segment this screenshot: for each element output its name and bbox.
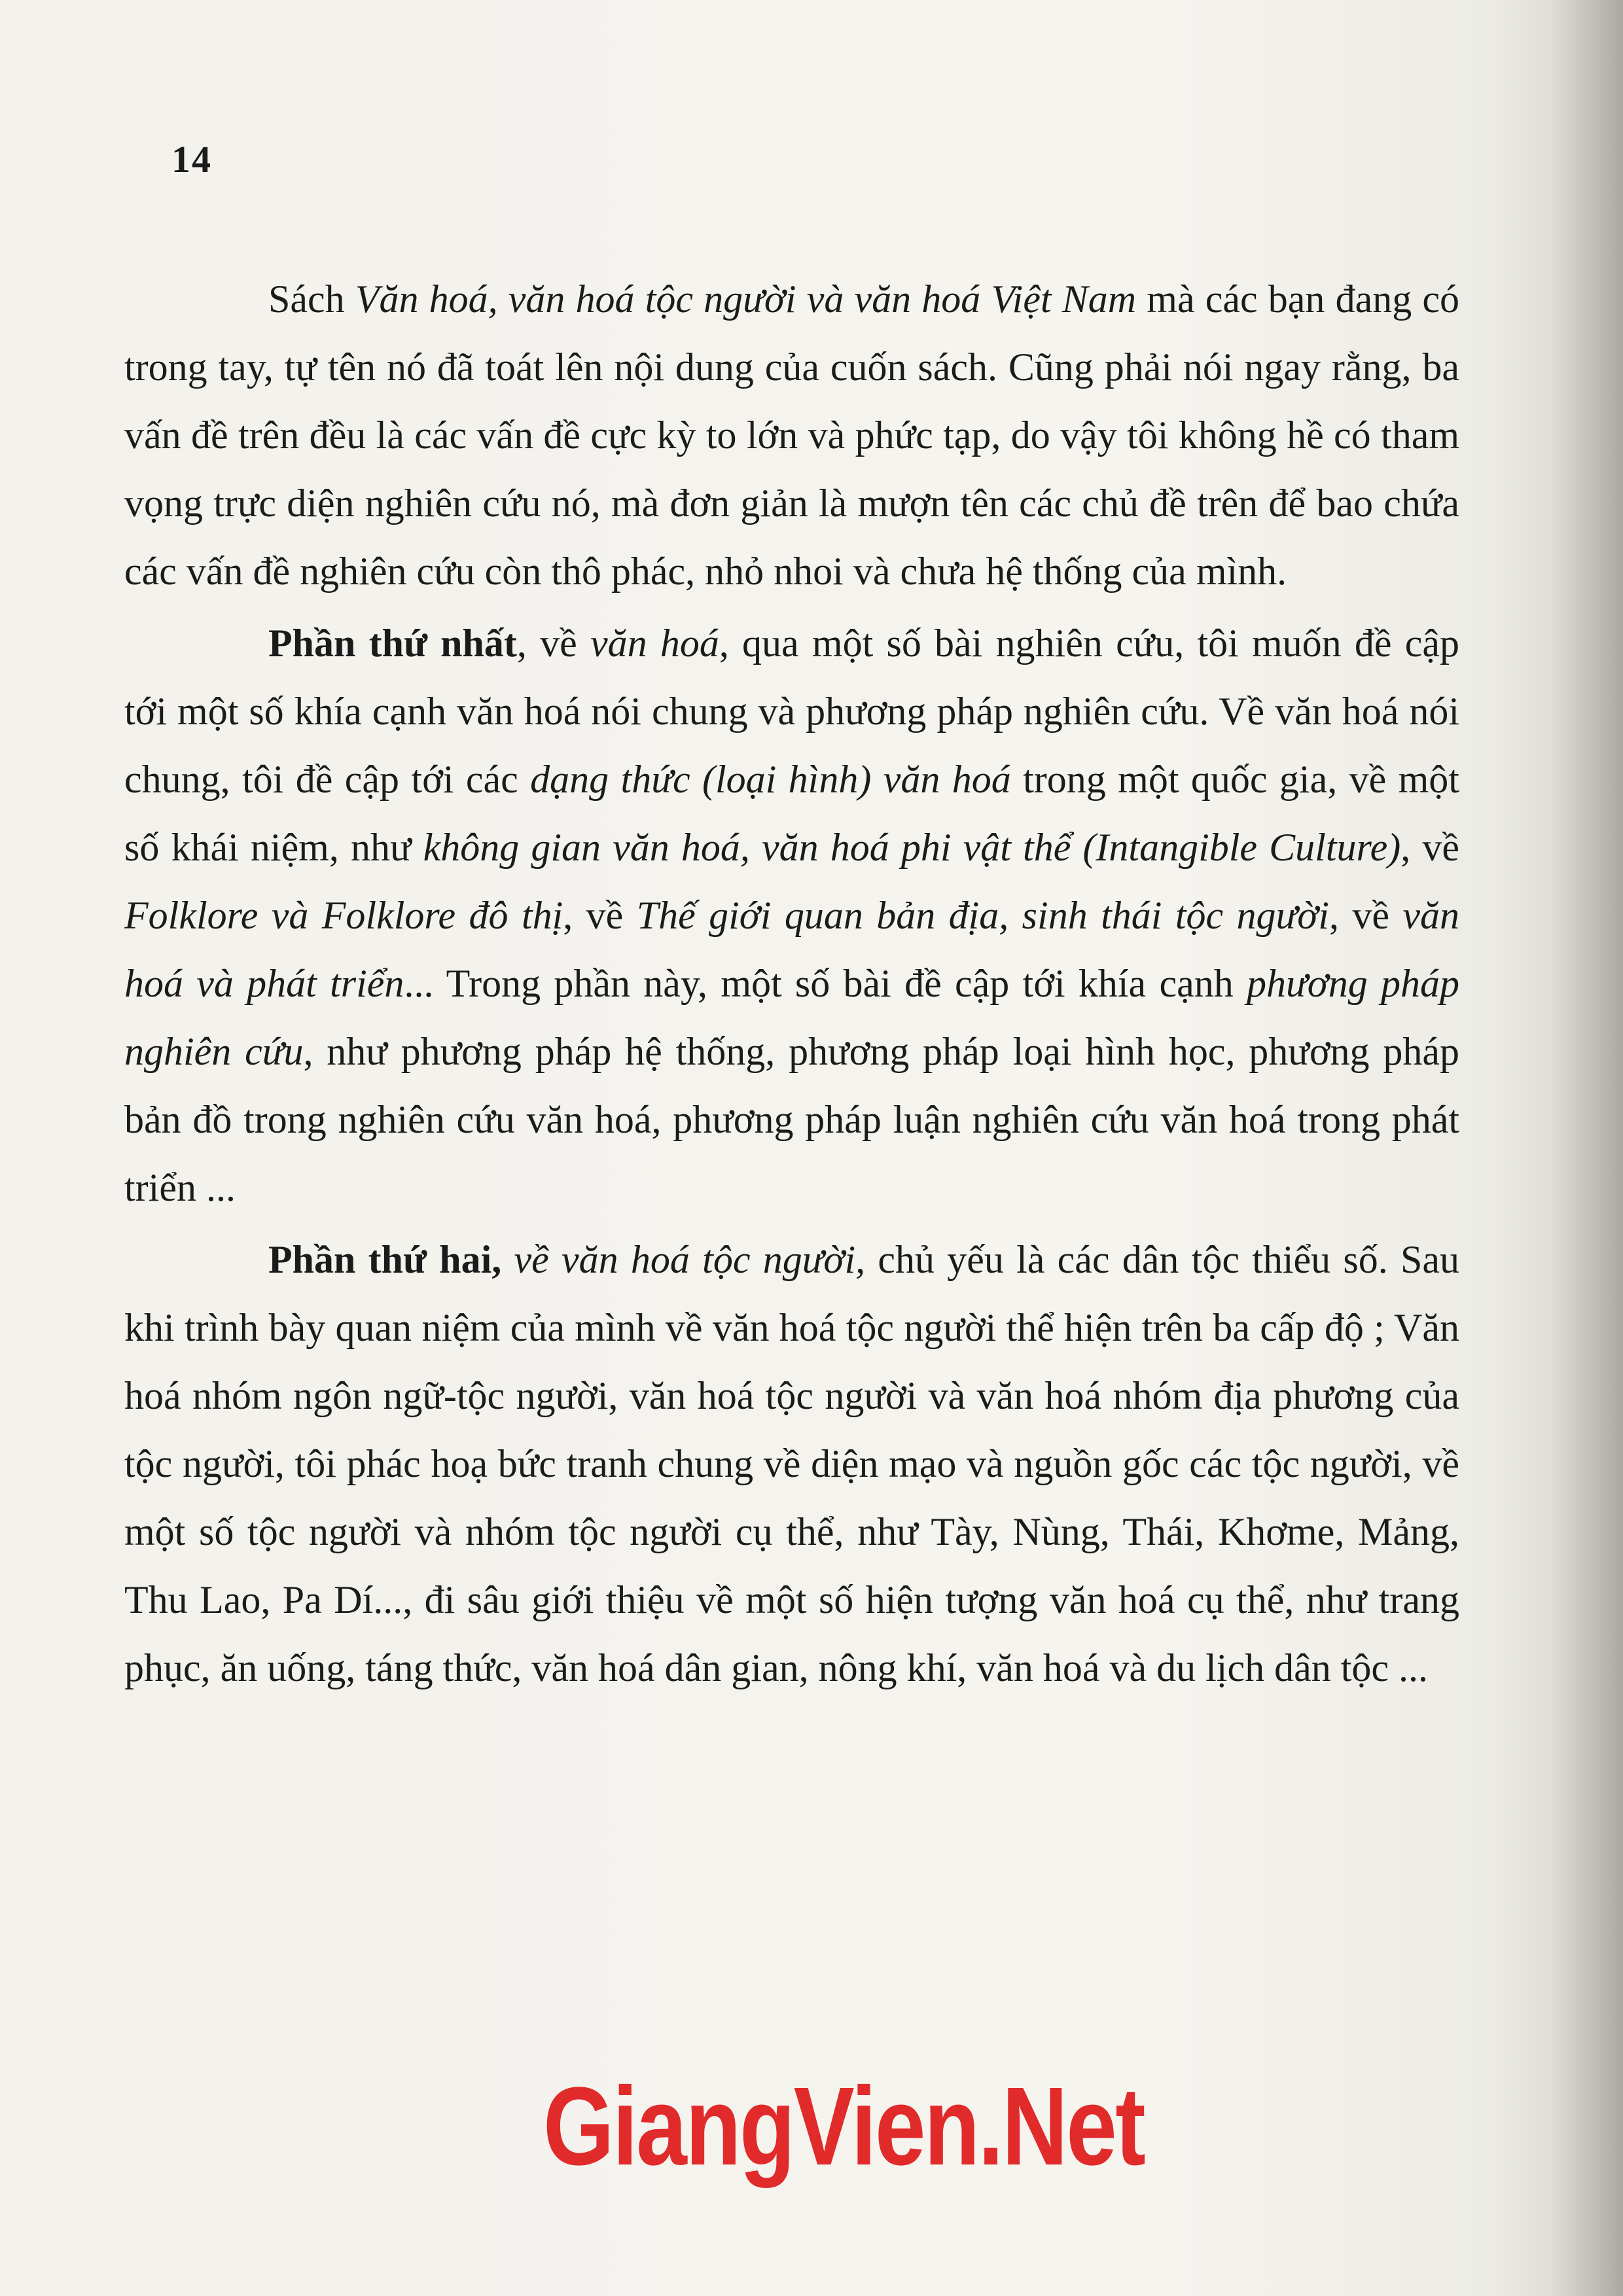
text-run <box>501 1238 514 1281</box>
text-run: , về <box>1329 894 1403 937</box>
text-run: ... Trong phần này, một số bài đề cập tới khía cạnh <box>404 962 1247 1005</box>
page-edge-shadow <box>1551 0 1623 2296</box>
page-number: 14 <box>171 138 212 181</box>
text-run: , về <box>516 622 590 665</box>
text-run: mà các bạn đang có trong tay, tự tên nó đã toát lên nội dung của cuốn sách. Cũng phải nói ngay rằng, ba vấn đề trên đều là các vấn đề cực kỳ to lớn và phức tạp, do vậy tôi không hề có tham vọng trực diện nghiên cứu nó, mà đơn giản là mượn tên các chủ đề trên để bao chứa các vấn đề nghiên cứu còn thô phác, nhỏ nhoi và chưa hệ thống của mình. <box>124 277 1460 593</box>
text-run: Phần thứ hai, <box>268 1238 502 1281</box>
paragraph-part-one <box>124 609 1459 1222</box>
text-run: Folklore và Folklore đô thị <box>124 894 563 937</box>
text-run: Phần thứ nhất <box>268 622 517 665</box>
text-run: , như phương pháp hệ thống, phương pháp loại hình học, phương pháp bản đồ trong nghiên cứu văn hoá, phương pháp luận nghiên cứu văn hoá trong phát triển ... <box>124 1030 1460 1209</box>
paragraph-part-two <box>124 1226 1459 1702</box>
text-run: dạng thức (loại hình) văn hoá <box>530 758 1011 801</box>
watermark-logo: GiangVien.Net <box>543 2064 1145 2189</box>
text-run: về văn hoá tộc người, <box>514 1238 866 1281</box>
text-run: Sách <box>268 277 355 321</box>
paragraph-intro <box>124 265 1459 605</box>
text-run: , về <box>563 894 637 937</box>
text-run: trong một quốc gia, về một số khái niệm, như <box>124 758 1459 869</box>
text-run: văn hoá <box>590 622 719 665</box>
text-run: Văn hoá, văn hoá tộc người và văn hoá Việt Nam <box>355 277 1137 321</box>
text-run: không gian văn hoá, văn hoá phi vật thể (Intangible Culture) <box>423 826 1401 869</box>
body-text <box>124 265 1459 1702</box>
text-run: phương pháp nghiên cứu <box>124 962 1459 1073</box>
text-run: văn hoá và phát triển <box>124 894 1459 1005</box>
text-run: , về <box>1400 826 1459 869</box>
text-run: Thế giới quan bản địa, sinh thái tộc người <box>636 894 1329 937</box>
text-run: , qua một số bài nghiên cứu, tôi muốn đề cập tới một số khía cạnh văn hoá nói chung và phương pháp nghiên cứu. Về văn hoá nói chung, tôi đề cập tới các <box>124 622 1459 801</box>
text-run: chủ yếu là các dân tộc thiểu số. Sau khi trình bày quan niệm của mình về văn hoá tộc người thể hiện trên ba cấp độ ; Văn hoá nhóm ngôn ngữ-tộc người, văn hoá tộc người và văn hoá nhóm địa phương của tộc người, tôi phác hoạ bức tranh chung về diện mạo và nguồn gốc các tộc người, về một số tộc người và nhóm tộc người cụ thể, như Tày, Nùng, Thái, Khơme, Mảng, Thu Lao, Pa Dí..., đi sâu giới thiệu về một số hiện tượng văn hoá cụ thể, như trang phục, ăn uống, táng thức, văn hoá dân gian, nông khí, văn hoá và du lịch dân tộc ... <box>124 1238 1459 1689</box>
